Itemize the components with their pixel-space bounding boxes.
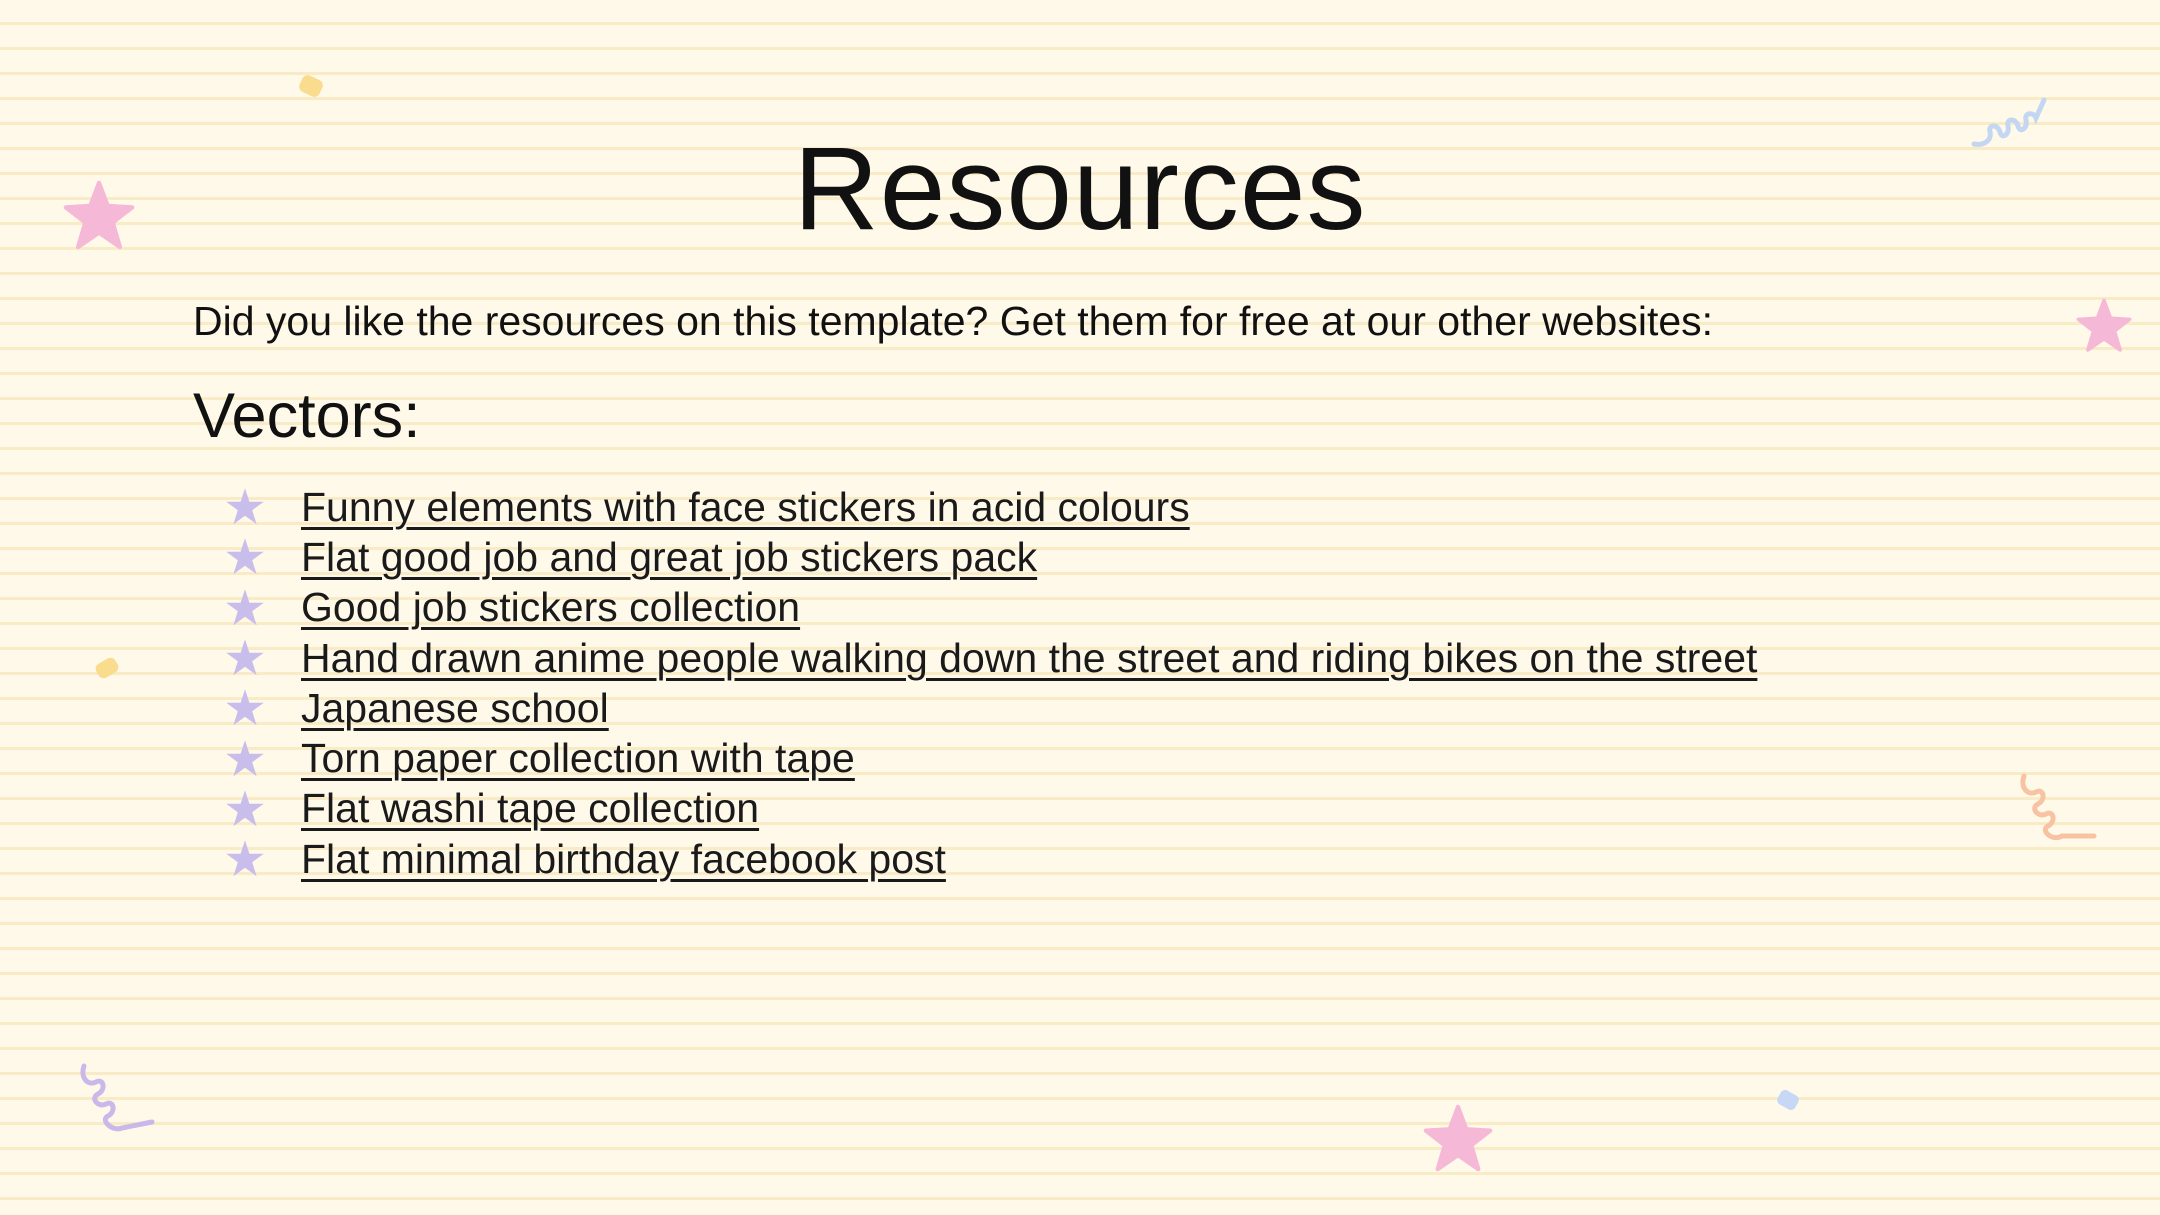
orange-squiggle-icon [2018,770,2098,844]
star-icon [225,739,265,779]
list-item [225,733,1757,783]
list-item [225,482,1757,532]
page-title: Resources [793,123,1367,255]
vectors-heading: Vectors: [193,381,421,451]
star-icon [225,588,265,628]
list-item [225,784,1757,834]
list-item [225,633,1757,683]
resource-link[interactable]: Funny elements with face stickers in acid colours [301,483,1190,530]
purple-squiggle-icon [78,1060,158,1136]
pink-star-icon [2076,298,2132,354]
resource-link[interactable]: Good job stickers collection [301,584,801,631]
blue-confetti-icon [1772,1086,1806,1116]
resource-link[interactable]: Torn paper collection with tape [301,735,855,782]
resource-link[interactable]: Flat washi tape collection [301,785,760,832]
resource-link[interactable]: Flat minimal birthday facebook post [301,835,946,882]
yellow-confetti-icon [296,72,330,102]
star-icon [225,688,265,728]
star-icon [225,537,265,577]
vectors-link-list [225,482,1757,884]
star-icon [225,839,265,879]
resource-link[interactable]: Japanese school [301,684,609,731]
resource-link[interactable]: Flat good job and great job stickers pack [301,533,1038,580]
list-item [225,532,1757,582]
star-icon [225,638,265,678]
yellow-confetti-icon [90,654,126,684]
star-icon [225,487,265,527]
resource-link[interactable]: Hand drawn anime people walking down the street and riding bikes on the street [301,634,1758,681]
pink-star-icon [1422,1104,1494,1174]
list-item [225,683,1757,733]
list-item [225,834,1757,884]
star-icon [225,789,265,829]
intro-text: Did you like the resources on this template? Get them for free at our other websites: [193,298,1714,344]
list-item [225,583,1757,633]
